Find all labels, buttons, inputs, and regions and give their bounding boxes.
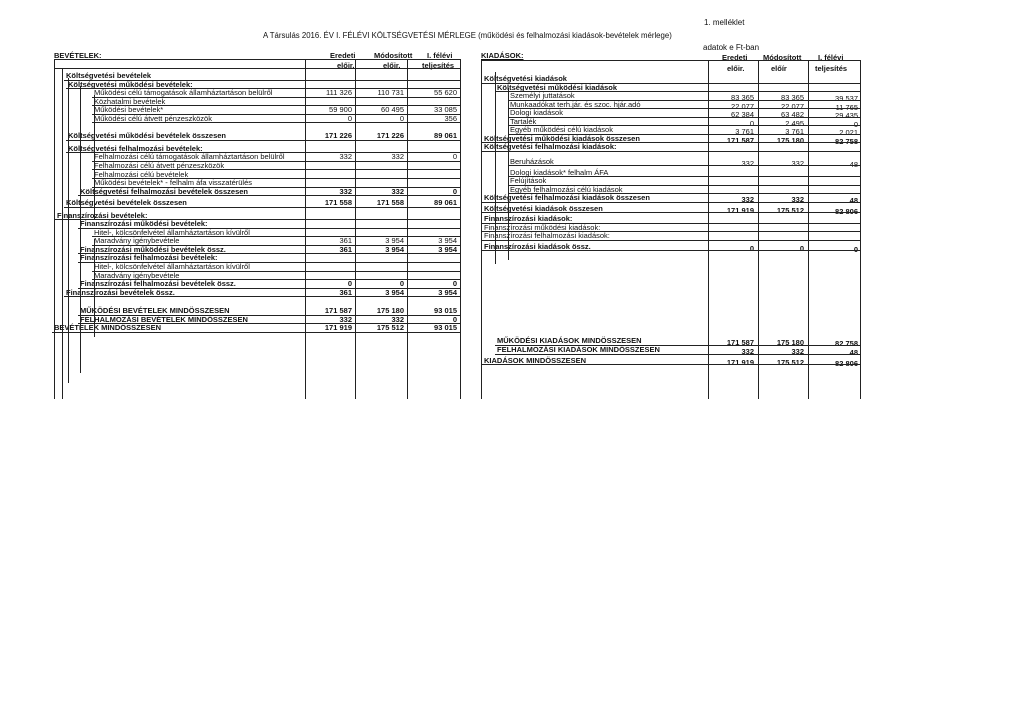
right-row-eredeti: 171 587 bbox=[726, 338, 754, 348]
left-row-eredeti: 0 bbox=[347, 279, 352, 289]
table-rule bbox=[407, 59, 408, 399]
left-row-label: Felhalmozási célú átvett pénzeszközök bbox=[94, 160, 225, 170]
right-row-eredeti: 0 bbox=[749, 243, 754, 253]
right-row-modositott: 332 bbox=[791, 158, 804, 168]
left-row-modositott: 110 731 bbox=[377, 88, 404, 98]
left-row-eredeti: 332 bbox=[339, 314, 352, 324]
right-row-felevi: 48 bbox=[849, 196, 858, 206]
left-row-label: Hitel-, kölcsönfelvétel államháztartáson kívülről bbox=[94, 262, 250, 271]
right-row-label: Személyi juttatások bbox=[510, 91, 575, 101]
left-row-label: Felhalmozási célú bevételek bbox=[94, 169, 189, 179]
right-row-felevi: 11 765 bbox=[835, 102, 858, 112]
left-row-label: Felhalmozási célú támogatások államháztartáson belülről bbox=[94, 152, 285, 162]
right-row-modositott: 175 180 bbox=[776, 338, 804, 348]
right-row-felevi: 48 bbox=[849, 348, 858, 357]
left-row-label: MŰKÖDÉSI BEVÉTELEK MINDÖSSZESEN bbox=[80, 306, 230, 316]
left-row-modositott: 3 954 bbox=[385, 244, 404, 254]
left-row-eredeti: 171 226 bbox=[324, 131, 352, 141]
table-rule bbox=[66, 140, 460, 141]
left-row-modositott: 175 180 bbox=[376, 306, 404, 316]
left-row-label: Finanszírozási felhalmozási bevételek: bbox=[80, 253, 218, 263]
right-row-modositott: 63 482 bbox=[781, 110, 804, 120]
r-col-felevi: I. félévi bbox=[818, 53, 844, 62]
right-row-label: Költségvetési kiadások bbox=[484, 74, 567, 83]
left-row-label: Finanszírozási működési bevételek össz. bbox=[80, 244, 226, 254]
left-row-eredeti: 111 326 bbox=[326, 88, 352, 98]
left-row-label: Költségvetési bevételek bbox=[66, 71, 152, 80]
left-row-label: Finanszírozási bevételek: bbox=[57, 210, 148, 220]
table-rule bbox=[482, 202, 860, 203]
right-row-label: Dologi kiadások* felhalm ÁFA bbox=[510, 167, 609, 177]
table-rule bbox=[94, 239, 95, 337]
right-row-modositott: 2 495 bbox=[785, 118, 804, 128]
left-row-eredeti: 171 919 bbox=[324, 323, 352, 333]
col-eredeti: Eredeti bbox=[330, 51, 356, 60]
col-eloir: előir. bbox=[337, 61, 355, 70]
right-row-eredeti: 0 bbox=[749, 118, 754, 128]
left-row-modositott: 3 954 bbox=[385, 236, 404, 246]
table-rule bbox=[64, 207, 460, 208]
left-row-modositott: 171 558 bbox=[376, 198, 404, 208]
left-row-label: Közhatalmi bevételek bbox=[94, 96, 166, 106]
units-label: adatok e Ft-ban bbox=[703, 43, 760, 52]
right-row-modositott: 175 180 bbox=[776, 135, 804, 145]
right-row-modositott: 0 bbox=[799, 243, 804, 253]
table-rule bbox=[482, 250, 860, 251]
left-row-label: Költségvetési működési bevételek: bbox=[68, 79, 193, 89]
right-row-eredeti: 62 384 bbox=[731, 110, 754, 120]
right-row-eredeti: 171 919 bbox=[726, 205, 754, 215]
right-row-felevi: 39 537 bbox=[835, 94, 858, 104]
left-row-eredeti: 361 bbox=[339, 244, 352, 254]
table-rule bbox=[355, 59, 356, 399]
right-row-eredeti: 332 bbox=[741, 158, 754, 168]
left-row-felevi: 0 bbox=[452, 186, 457, 196]
left-row-label: Finanszírozási felhalmozási bevételek össz. bbox=[80, 279, 236, 289]
left-row-label: Költségvetési bevételek összesen bbox=[66, 198, 187, 208]
left-row-label: Költségvetési felhalmozási bevételek: bbox=[68, 143, 203, 153]
right-row-felevi: 82 758 bbox=[835, 136, 858, 146]
right-row-label: Költségvetési működési kiadások összesen bbox=[484, 133, 640, 143]
table-rule bbox=[481, 60, 860, 61]
left-row-modositott: 332 bbox=[391, 186, 404, 196]
left-row-eredeti: 361 bbox=[339, 236, 352, 246]
left-row-label: Működési célú támogatások államháztartáson belülről bbox=[94, 88, 273, 98]
page-title: A Társulás 2016. ÉV I. FÉLÉVI KÖLTSÉGVETÉSI MÉRLEGE (működési és felhalmozási kiadások-bevételek mérlege) bbox=[263, 31, 672, 40]
table-rule bbox=[482, 240, 860, 241]
table-rule bbox=[54, 68, 460, 69]
right-row-modositott: 332 bbox=[791, 195, 804, 205]
right-row-felevi: 82 806 bbox=[835, 206, 858, 216]
right-row-label: MŰKÖDÉSI KIADÁSOK MINDÖSSZESEN bbox=[497, 336, 642, 346]
right-row-felevi: 82 806 bbox=[835, 358, 858, 368]
table-rule bbox=[808, 60, 809, 399]
right-row-label: Finanszírozási felhalmozási kiadások: bbox=[484, 231, 610, 241]
table-rule bbox=[481, 60, 482, 399]
left-row-modositott: 0 bbox=[399, 113, 404, 123]
left-row-felevi: 55 620 bbox=[434, 88, 457, 98]
left-row-label: FELHALMOZÁSI BEVÉTELEK MINDÖSSZESEN bbox=[80, 314, 248, 324]
right-row-label: Egyéb működési célú kiadások bbox=[510, 125, 613, 135]
table-rule bbox=[495, 72, 496, 264]
table-rule bbox=[54, 59, 460, 60]
table-rule bbox=[94, 95, 95, 220]
left-row-modositott: 171 226 bbox=[376, 131, 404, 141]
table-rule bbox=[482, 364, 860, 365]
left-row-modositott: 175 512 bbox=[376, 323, 404, 333]
left-row-label: Működési célú átvett pénzeszközök bbox=[94, 113, 212, 123]
right-row-label: KIADÁSOK MINDÖSSZESEN bbox=[484, 355, 587, 365]
right-row-felevi: 29 435 bbox=[835, 111, 858, 121]
left-row-eredeti: 332 bbox=[339, 152, 352, 162]
table-rule bbox=[495, 354, 860, 355]
left-row-label: Költségvetési működési bevételek összesen bbox=[68, 131, 226, 141]
right-row-felevi: 48 bbox=[849, 159, 858, 169]
left-row-modositott: 3 954 bbox=[385, 287, 404, 297]
right-row-felevi: 82 758 bbox=[835, 339, 858, 349]
right-row-label: Költségvetési felhalmozási kiadások összesen bbox=[484, 193, 650, 203]
left-row-felevi: 93 015 bbox=[434, 306, 457, 316]
r-col-teljesites: teljesítés bbox=[815, 64, 848, 73]
table-rule bbox=[482, 212, 860, 213]
right-row-eredeti: 83 365 bbox=[731, 93, 754, 103]
right-row-felevi: 0 bbox=[853, 244, 858, 254]
table-rule bbox=[482, 151, 860, 152]
r-col-eredeti: Eredeti bbox=[722, 53, 748, 62]
left-row-eredeti: 171 587 bbox=[324, 306, 352, 316]
right-row-label: Dologi kiadások bbox=[510, 108, 563, 118]
left-row-eredeti: 171 558 bbox=[324, 198, 352, 208]
table-rule bbox=[80, 86, 81, 373]
right-section-title: KIADÁSOK: bbox=[481, 51, 524, 60]
left-row-felevi: 89 061 bbox=[434, 131, 457, 141]
table-rule bbox=[64, 296, 460, 297]
r-col-eloir2: előír bbox=[771, 64, 787, 73]
right-row-eredeti: 22 077 bbox=[731, 101, 754, 111]
right-row-modositott: 83 365 bbox=[781, 93, 804, 103]
left-row-felevi: 3 954 bbox=[438, 236, 457, 246]
left-row-eredeti: 361 bbox=[339, 287, 352, 297]
table-rule bbox=[62, 68, 63, 399]
left-row-felevi: 33 085 bbox=[434, 105, 457, 115]
left-row-label: Maradvány igénybevétele bbox=[94, 236, 180, 246]
left-row-label: Finanszírozási működési bevételek: bbox=[80, 219, 208, 229]
left-row-felevi: 0 bbox=[452, 152, 457, 162]
left-row-modositott: 332 bbox=[391, 152, 404, 162]
left-row-eredeti: 0 bbox=[347, 113, 352, 123]
left-row-felevi: 0 bbox=[452, 279, 457, 289]
left-row-modositott: 332 bbox=[391, 314, 404, 324]
right-row-modositott: 175 512 bbox=[776, 357, 804, 367]
right-row-label: Költségvetési kiadások összesen bbox=[484, 203, 603, 213]
right-row-eredeti: 171 587 bbox=[726, 135, 754, 145]
left-row-label: BEVÉTELEK MINDÖSSZESEN bbox=[54, 323, 162, 333]
left-row-label: Hitel-, kölcsönfelvétel államháztartáson kívülről bbox=[94, 227, 250, 237]
right-row-felevi: 2 021 bbox=[839, 128, 858, 138]
left-row-felevi: 89 061 bbox=[434, 198, 457, 208]
right-row-label: Finanszírozási kiadások össz. bbox=[484, 241, 591, 251]
left-row-label: Működési bevételek* - felhalm áfa visszatérülés bbox=[94, 178, 252, 188]
right-row-modositott: 3 761 bbox=[785, 127, 804, 137]
right-row-label: Finanszírozási működési kiadások: bbox=[484, 222, 601, 232]
left-row-label: Költségvetési felhalmozási bevételek összesen bbox=[80, 186, 248, 196]
table-rule bbox=[860, 60, 861, 399]
right-row-label: Beruházások bbox=[510, 156, 554, 166]
right-row-label: Munkaadókat terh.jár. és szoc. hjár.adó bbox=[510, 99, 641, 109]
table-rule bbox=[68, 78, 69, 383]
attachment-label: 1. melléklet bbox=[704, 18, 745, 27]
left-row-felevi: 3 954 bbox=[438, 287, 457, 297]
table-rule bbox=[305, 59, 306, 399]
left-row-eredeti: 332 bbox=[339, 186, 352, 196]
right-row-modositott: 332 bbox=[791, 347, 804, 356]
right-row-modositott: 175 512 bbox=[776, 205, 804, 215]
col-modositott: Módosított bbox=[374, 51, 413, 60]
right-row-label: Költségvetési felhalmozási kiadások: bbox=[484, 142, 617, 152]
left-row-felevi: 356 bbox=[444, 113, 457, 123]
right-row-label: Költségvetési működési kiadások bbox=[497, 82, 618, 92]
right-row-eredeti: 332 bbox=[741, 347, 754, 356]
left-row-felevi: 93 015 bbox=[434, 323, 457, 333]
col-felevi: I. félévi bbox=[427, 51, 453, 60]
left-row-modositott: 60 495 bbox=[381, 105, 404, 115]
right-row-label: Tartalék bbox=[510, 116, 537, 126]
table-rule bbox=[508, 88, 509, 260]
right-row-felevi: 0 bbox=[853, 119, 858, 129]
left-row-eredeti: 59 900 bbox=[329, 105, 352, 115]
right-row-eredeti: 3 761 bbox=[735, 127, 754, 137]
left-row-modositott: 0 bbox=[399, 279, 404, 289]
col-teljesites: teljesítés bbox=[422, 61, 455, 70]
right-row-label: Felújítások bbox=[510, 176, 547, 186]
table-rule bbox=[78, 195, 460, 196]
left-section-title: BEVÉTELEK: bbox=[54, 51, 102, 60]
right-row-modositott: 22 077 bbox=[781, 101, 804, 111]
table-rule bbox=[54, 59, 55, 399]
table-rule bbox=[460, 59, 461, 399]
left-row-felevi: 0 bbox=[452, 314, 457, 324]
table-rule bbox=[92, 122, 460, 123]
col-eloir2: előir. bbox=[383, 61, 401, 70]
table-rule bbox=[708, 60, 709, 399]
right-row-eredeti: 332 bbox=[741, 195, 754, 205]
left-row-label: Maradvány igénybevétele bbox=[94, 270, 180, 280]
right-row-label: Egyéb felhalmozási célú kiadások bbox=[510, 184, 623, 194]
left-row-label: Finanszírozási bevételek össz. bbox=[66, 287, 175, 297]
right-row-label: Finanszírozási kiadások: bbox=[484, 214, 573, 224]
left-row-label: Működési bevételek* bbox=[94, 105, 164, 115]
r-col-modositott: Módosított bbox=[763, 53, 802, 62]
table-rule bbox=[758, 60, 759, 399]
table-rule bbox=[52, 332, 460, 333]
r-col-eloir: előir. bbox=[727, 64, 745, 73]
right-row-eredeti: 171 919 bbox=[726, 357, 754, 367]
left-row-felevi: 3 954 bbox=[438, 244, 457, 254]
right-row-label: FELHALMOZÁSI KIADÁSOK MINDÖSSZESEN bbox=[497, 345, 660, 354]
